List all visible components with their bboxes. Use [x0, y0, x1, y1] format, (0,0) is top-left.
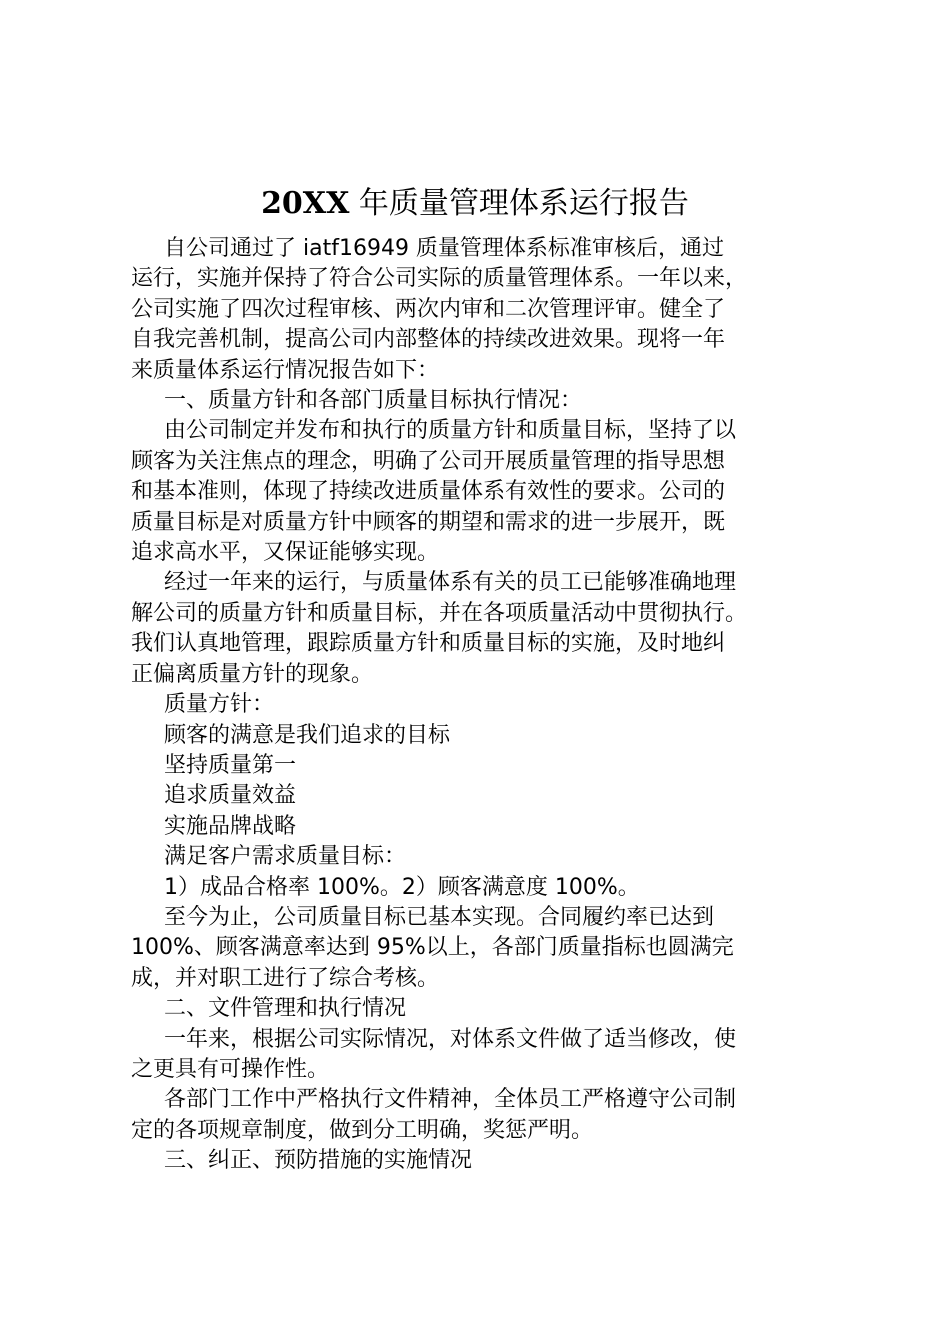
document-title: [0, 184, 950, 224]
text-line: 顾客的满意是我们追求的目标: [164, 722, 451, 748]
text-line: 顾客为关注焦点的理念，明确了公司开展质量管理的指导思想: [131, 448, 726, 474]
text-line: 和基本准则，体现了持续改进质量体系有效性的要求。公司的: [131, 479, 726, 505]
text-line: 解公司的质量方针和质量目标，并在各项质量活动中贯彻执行。: [131, 600, 748, 626]
paragraph: [131, 781, 851, 811]
paragraph: [131, 1146, 851, 1176]
text-line: 来质量体系运行情况报告如下：: [131, 357, 440, 383]
text-line: 各部门工作中严格执行文件精神，全体员工严格遵守公司制: [164, 1087, 737, 1113]
paragraph: [131, 842, 851, 872]
paragraph: [131, 873, 851, 903]
text-line: 三、纠正、预防措施的实施情况: [164, 1148, 473, 1174]
text-line: 由公司制定并发布和执行的质量方针和质量目标，坚持了以: [164, 418, 737, 444]
text-line: 追求高水平，又保证能够实现。: [131, 540, 440, 566]
paragraph: [131, 1025, 851, 1086]
text-line: 一年来，根据公司实际情况，对体系文件做了适当修改，使: [164, 1026, 737, 1052]
text-line: 定的各项规章制度，做到分工明确，奖惩严明。: [131, 1117, 594, 1143]
text-line: 1）成品合格率 100%。2）顾客满意度 100%。: [164, 874, 640, 900]
text-line: 自我完善机制，提高公司内部整体的持续改进效果。现将一年: [131, 327, 726, 353]
text-line: 公司实施了四次过程审核、两次内审和二次管理评审。健全了: [131, 296, 726, 322]
paragraph: [131, 903, 851, 994]
document-body: [131, 234, 851, 1177]
text-line: 成，并对职工进行了综合考核。: [131, 965, 440, 991]
paragraph: [131, 416, 851, 568]
title-text: 年质量管理体系运行报告: [358, 186, 689, 221]
text-line: 经过一年来的运行，与质量体系有关的员工已能够准确地理: [164, 570, 737, 596]
paragraph: [131, 690, 851, 720]
paragraph: [131, 721, 851, 751]
paragraph: [131, 568, 851, 690]
text-line: 二、文件管理和执行情况: [164, 996, 407, 1022]
text-line: 一、质量方针和各部门质量目标执行情况：: [164, 388, 583, 414]
text-line: 坚持质量第一: [164, 752, 297, 778]
paragraph: [131, 386, 851, 416]
text-line: 正偏离质量方针的现象。: [131, 661, 374, 687]
title-year: 20XX: [261, 186, 350, 221]
text-line: 质量目标是对质量方针中顾客的期望和需求的进一步展开，既: [131, 509, 726, 535]
paragraph: [131, 751, 851, 781]
text-line: 追求质量效益: [164, 783, 297, 809]
paragraph: [131, 234, 851, 386]
text-line: 100%、顾客满意率达到 95%以上，各部门质量指标也圆满完: [131, 935, 734, 961]
text-line: 运行，实施并保持了符合公司实际的质量管理体系。一年以来，: [131, 266, 748, 292]
paragraph: [131, 1085, 851, 1146]
text-line: 质量方针：: [164, 692, 275, 718]
paragraph: [131, 812, 851, 842]
text-line: 之更具有可操作性。: [131, 1056, 330, 1082]
paragraph: [131, 994, 851, 1024]
text-line: 实施品牌战略: [164, 813, 297, 839]
text-line: 至今为止，公司质量目标已基本实现。合同履约率已达到: [164, 904, 715, 930]
text-line: 自公司通过了 iatf16949 质量管理体系标准审核后，通过: [164, 236, 724, 261]
text-line: 满足客户需求质量目标：: [164, 844, 407, 870]
text-line: 我们认真地管理，跟踪质量方针和质量目标的实施，及时地纠: [131, 631, 726, 657]
